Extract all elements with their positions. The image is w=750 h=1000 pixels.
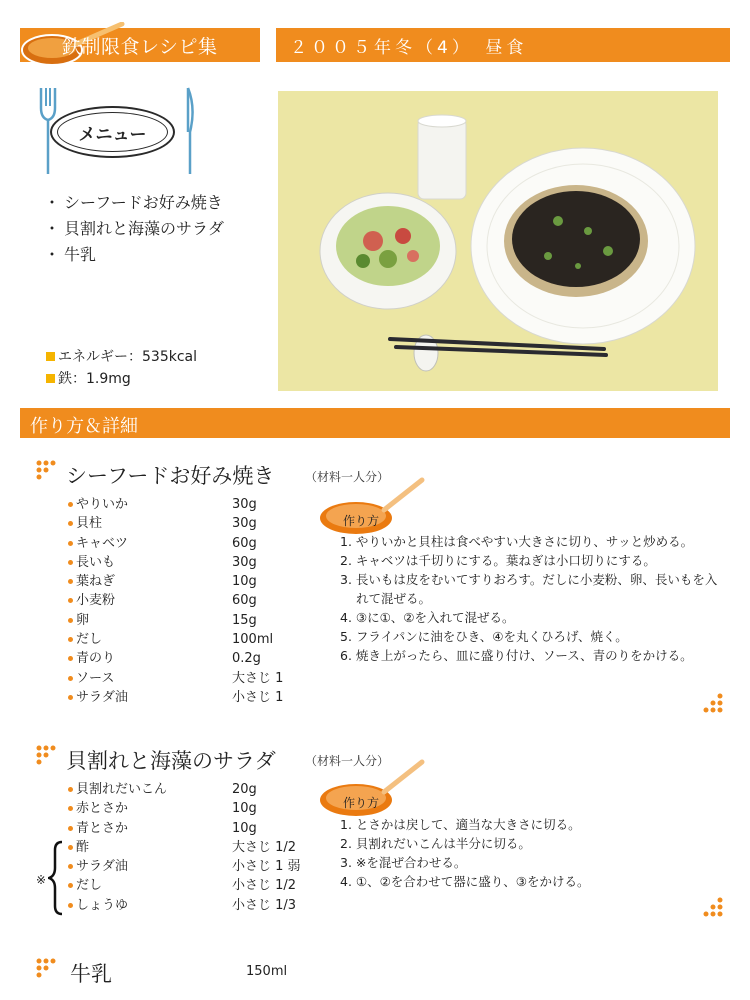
ingredient-row bbox=[76, 857, 316, 876]
ingredient-amount: 15g bbox=[232, 612, 257, 628]
ingredient-name: 長いも bbox=[76, 554, 116, 570]
corner-dots-icon bbox=[700, 896, 726, 922]
bullet-dot bbox=[68, 845, 73, 850]
ingredient-row bbox=[76, 534, 316, 553]
step-item: 6. 焼き上がったら、皿に盛り付け、ソース、青のりをかける。 bbox=[340, 648, 693, 663]
ingredient-amount: 大さじ 1/2 bbox=[232, 839, 297, 855]
ingredient-name: 貝柱 bbox=[76, 516, 103, 532]
ingredient-name: サラダ油 bbox=[76, 859, 128, 875]
steps-list bbox=[340, 815, 725, 891]
header-bar bbox=[20, 28, 730, 62]
bullet-dot bbox=[68, 560, 73, 565]
step-item: 3. 長いもは皮をむいてすりおろす。だしに小麦粉、卵、長いもを入れて混ぜる。 bbox=[340, 572, 718, 606]
header-subtitle: ２００５年冬（4） 昼食 bbox=[290, 38, 528, 58]
step-item: 4. ③に①、②を入れて混ぜる。 bbox=[340, 610, 515, 625]
bullet-dot bbox=[68, 541, 73, 546]
ingredient-name: 卵 bbox=[76, 612, 90, 628]
ingredient-name: だし bbox=[76, 632, 103, 648]
ingredient-row bbox=[76, 669, 316, 688]
ingredient-amount: 0.2g bbox=[232, 651, 261, 667]
step-item: 2. キャベツは千切りにする。葉ねぎは小口切りにする。 bbox=[340, 553, 656, 568]
ingredient-name: 青とさか bbox=[76, 820, 129, 836]
step-item: 1. とさかは戻して、適当な大きさに切る。 bbox=[340, 817, 581, 832]
ingredient-row bbox=[76, 553, 316, 572]
ingredient-name: 赤とさか bbox=[76, 801, 129, 817]
ingredient-name: 葉ねぎ bbox=[76, 574, 116, 590]
bullet-dot bbox=[68, 656, 73, 661]
ingredient-amount: 小さじ 1/2 bbox=[232, 878, 297, 894]
ingredient-amount: 30g bbox=[232, 554, 257, 570]
ingredient-name: だし bbox=[76, 878, 103, 894]
ingredient-name: ソース bbox=[76, 670, 115, 686]
menu-item: ・ 貝割れと海藻のサラダ bbox=[44, 216, 224, 242]
ingredient-amount: 大さじ 1 bbox=[232, 670, 284, 686]
ingredient-row bbox=[76, 611, 316, 630]
dots-bullet-icon bbox=[36, 460, 62, 486]
bullet-dot bbox=[68, 787, 73, 792]
header-title: 鉄制限食レシピ集 bbox=[62, 36, 218, 58]
bullet-dot bbox=[68, 618, 73, 623]
iron-marker bbox=[46, 374, 55, 383]
ingredient-amount: 10g bbox=[232, 574, 257, 590]
bullet-dot bbox=[68, 864, 73, 869]
ingredient-list bbox=[76, 495, 316, 707]
steps-list bbox=[340, 532, 725, 665]
menu-label: メニュー bbox=[57, 112, 168, 152]
ingredient-name: やりいか bbox=[76, 497, 129, 512]
ingredient-amount: 60g bbox=[232, 535, 257, 551]
ingredient-row bbox=[76, 896, 316, 915]
ingredient-amount: 60g bbox=[232, 593, 257, 609]
group-mark: ※ bbox=[36, 873, 47, 887]
ingredient-row bbox=[76, 838, 316, 857]
ingredient-row bbox=[76, 514, 316, 533]
ingredient-amount: 100ml bbox=[232, 632, 274, 648]
recipe-serving: （材料一人分） bbox=[305, 470, 390, 484]
ingredient-row bbox=[76, 799, 316, 818]
ingredient-name: キャベツ bbox=[76, 535, 129, 551]
bullet-dot bbox=[68, 521, 73, 526]
curly-brace-icon bbox=[48, 840, 64, 916]
bullet-dot bbox=[68, 502, 73, 507]
recipe-serving: （材料一人分） bbox=[305, 754, 390, 768]
ingredient-name: 小麦粉 bbox=[76, 593, 116, 609]
howto-label: 作り方 bbox=[343, 796, 380, 810]
ingredient-row bbox=[76, 819, 316, 838]
step-item: 1. やりいかと貝柱は食べやすい大きさに切り、サッと炒める。 bbox=[340, 534, 694, 549]
corner-dots-icon bbox=[700, 692, 726, 718]
ingredient-row bbox=[76, 572, 316, 591]
ingredient-amount: 小さじ 1 弱 bbox=[232, 859, 301, 875]
dots-bullet-icon bbox=[36, 745, 62, 771]
howto-label: 作り方 bbox=[343, 514, 380, 528]
ingredient-amount: 小さじ 1/3 bbox=[232, 897, 297, 913]
energy-marker bbox=[46, 352, 55, 361]
ingredient-list bbox=[76, 780, 316, 915]
step-item: 2. 貝割れだいこんは半分に切る。 bbox=[340, 836, 531, 851]
menu-block bbox=[30, 86, 270, 206]
bullet-dot bbox=[68, 637, 73, 642]
ingredient-amount: 10g bbox=[232, 801, 257, 817]
meal-photo bbox=[278, 91, 718, 391]
ingredient-amount: 10g bbox=[232, 820, 257, 836]
header-divider bbox=[260, 28, 276, 62]
bullet-dot bbox=[68, 826, 73, 831]
ingredient-name: 青のり bbox=[76, 651, 116, 667]
bullet-dot bbox=[68, 579, 73, 584]
bullet-dot bbox=[68, 903, 73, 908]
ingredient-row bbox=[76, 591, 316, 610]
menu-item: ・ 牛乳 bbox=[44, 242, 224, 268]
ingredient-row bbox=[76, 630, 316, 649]
menu-item: ・ シーフードお好み焼き bbox=[44, 190, 224, 216]
ingredient-name: 貝割れだいこん bbox=[76, 782, 168, 797]
dots-bullet-icon bbox=[36, 958, 62, 984]
step-item: 3. ※を混ぜ合わせる。 bbox=[340, 855, 467, 870]
bullet-dot bbox=[68, 598, 73, 603]
milk-title: 牛乳 bbox=[70, 962, 112, 986]
ingredient-row bbox=[76, 649, 316, 668]
ingredient-amount: 20g bbox=[232, 782, 257, 797]
nutrition-info bbox=[46, 346, 197, 390]
bullet-dot bbox=[68, 883, 73, 888]
ingredient-row bbox=[76, 780, 316, 799]
recipe-title: 貝割れと海藻のサラダ bbox=[66, 749, 276, 773]
ingredient-name: 酢 bbox=[76, 839, 90, 855]
knife-icon bbox=[180, 86, 196, 178]
bullet-dot bbox=[68, 695, 73, 700]
recipe-title: シーフードお好み焼き bbox=[66, 464, 275, 488]
step-item: 4. ①、②を合わせて器に盛り、③をかける。 bbox=[340, 874, 590, 889]
ingredient-row bbox=[76, 688, 316, 707]
ingredient-name: サラダ油 bbox=[76, 689, 128, 705]
menu-list bbox=[44, 190, 224, 268]
ingredient-row bbox=[76, 876, 316, 895]
ingredient-amount: 30g bbox=[232, 497, 257, 512]
section-title: 作り方＆詳細 bbox=[20, 408, 730, 438]
menu-plate bbox=[50, 106, 175, 158]
milk-amount: 150ml bbox=[246, 964, 288, 979]
bullet-dot bbox=[68, 806, 73, 811]
step-item: 5. フライパンに油をひき、④を丸くひろげ、焼く。 bbox=[340, 629, 628, 644]
meal-illustration bbox=[278, 91, 718, 391]
iron-value: 鉄：1.9mg bbox=[58, 371, 131, 387]
ingredient-row bbox=[76, 495, 316, 514]
ingredient-amount: 30g bbox=[232, 516, 257, 532]
ingredient-amount: 小さじ 1 bbox=[232, 689, 284, 705]
bullet-dot bbox=[68, 676, 73, 681]
ingredient-name: しょうゆ bbox=[76, 897, 129, 913]
energy-value: エネルギー：535kcal bbox=[58, 349, 197, 365]
